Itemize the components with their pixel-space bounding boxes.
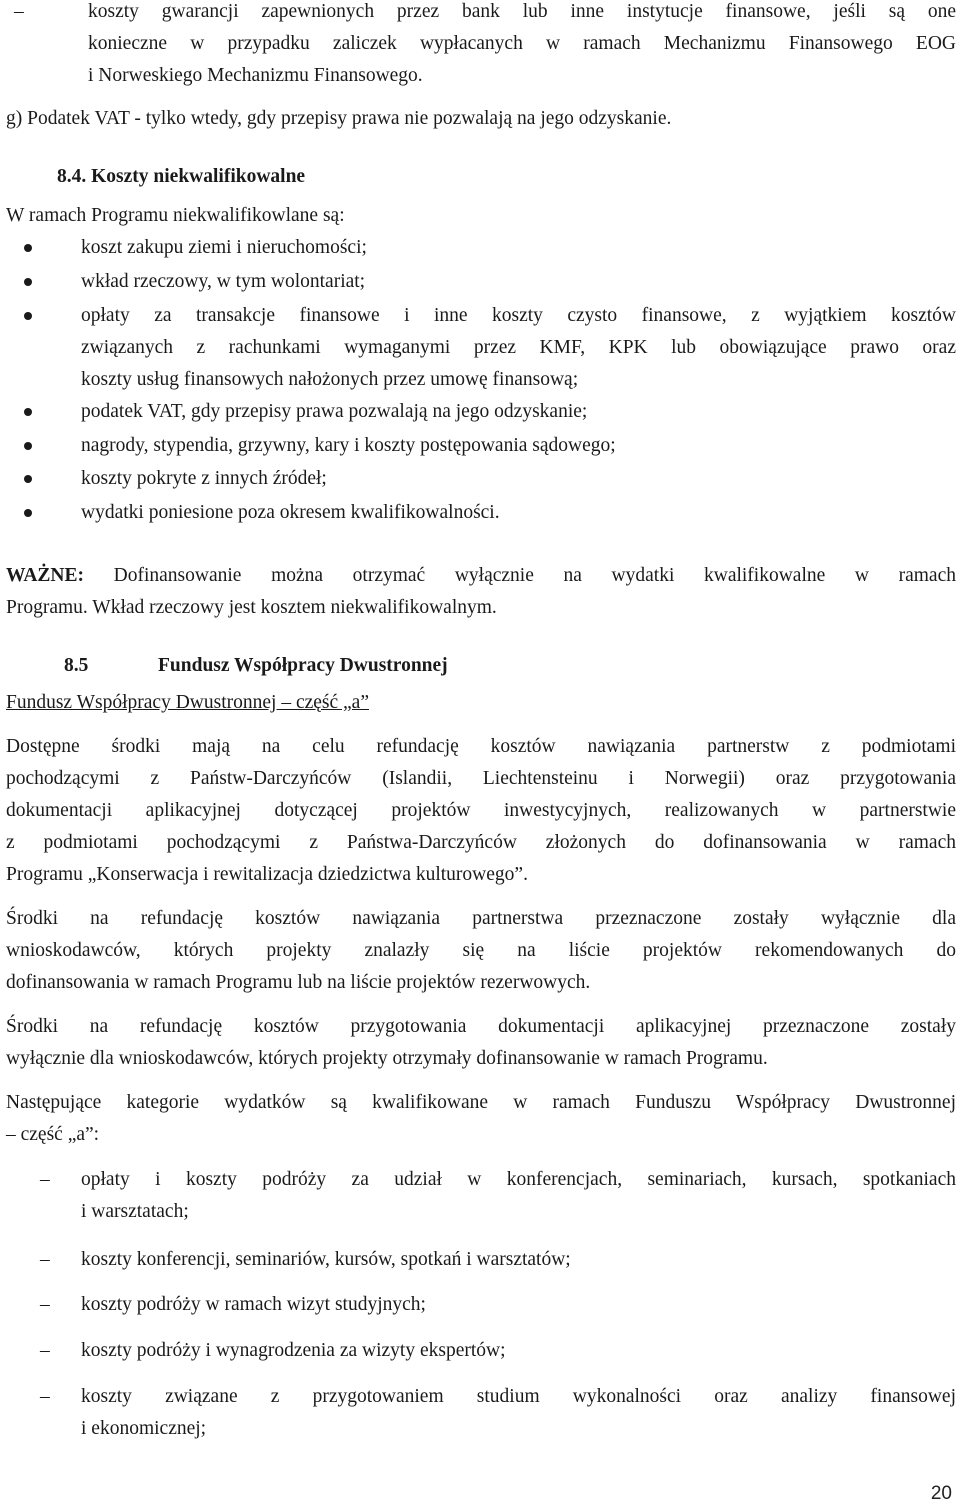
text-line: Programu „Konserwacja i rewitalizacja dziedzictwa kulturowego”. bbox=[6, 864, 528, 885]
paragraph bbox=[6, 731, 956, 891]
section-title: Fundusz Współpracy Dwustronnej bbox=[158, 655, 448, 676]
list-item-text: podatek VAT, gdy przepisy prawa pozwalają na jego odzyskanie; bbox=[81, 401, 588, 422]
text-line: z podmiotami pochodzącymi z Państwa-Darczyńców złożonych do dofinansowania w ramach bbox=[6, 832, 956, 853]
list-item-text: koszty podróży w ramach wizyt studyjnych; bbox=[81, 1294, 426, 1315]
text-line: wnioskodawców, których projekty znalazły się na liście projektów rekomendowanych do bbox=[6, 940, 956, 961]
text-line: koszty gwarancji zapewnionych przez bank lub inne instytucje finansowe, jeśli są one bbox=[88, 1, 956, 22]
bullet-icon bbox=[24, 475, 32, 483]
text-line: pochodzącymi z Państw-Darczyńców (Islandii, Liechtensteinu i Norwegii) oraz przygotowania bbox=[6, 768, 956, 789]
note-text: Programu. Wkład rzeczowy jest kosztem niekwalifikowalnym. bbox=[6, 597, 497, 618]
list-item-text: wkład rzeczowy, w tym wolontariat; bbox=[81, 271, 366, 292]
dash-marker: – bbox=[14, 1, 24, 22]
section-intro: W ramach Programu niekwalifikowlane są: bbox=[6, 205, 345, 226]
important-note bbox=[6, 560, 956, 624]
list-item-text: koszt zakupu ziemi i nieruchomości; bbox=[81, 237, 367, 258]
text-line: i warsztatach; bbox=[81, 1201, 189, 1222]
bullet-icon bbox=[24, 408, 32, 416]
dash-marker: – bbox=[40, 1294, 50, 1315]
bullet-icon bbox=[24, 442, 32, 450]
dash-marker: – bbox=[40, 1340, 50, 1361]
paragraph-point-g: g) Podatek VAT - tylko wtedy, gdy przepisy prawa nie pozwalają na jego odzyskanie. bbox=[6, 108, 672, 129]
dash-marker: – bbox=[40, 1249, 50, 1270]
list-item-text: koszty pokryte z innych źródeł; bbox=[81, 468, 327, 489]
subsection-title: Fundusz Współpracy Dwustronnej – część „a” bbox=[6, 692, 369, 713]
list-item-text: koszty konferencji, seminariów, kursów, spotkań i warsztatów; bbox=[81, 1249, 571, 1270]
text-line: – część „a”: bbox=[6, 1124, 100, 1145]
text-line: Następujące kategorie wydatków są kwalifikowane w ramach Funduszu Współpracy Dwustronnej bbox=[6, 1092, 956, 1113]
list-item-text: wydatki poniesione poza okresem kwalifikowalności. bbox=[81, 502, 500, 523]
note-text: Dofinansowanie można otrzymać wyłącznie na wydatki kwalifikowalne w ramach bbox=[84, 565, 956, 586]
section-number: 8.5 bbox=[64, 655, 89, 676]
note-label: WAŻNE: bbox=[6, 565, 85, 586]
bullet-icon bbox=[24, 312, 32, 320]
text-line: konieczne w przypadku zaliczek wypłacanych w ramach Mechanizmu Finansowego EOG bbox=[88, 33, 956, 54]
page-number: 20 bbox=[930, 1483, 952, 1504]
text-line: związanych z rachunkami wymaganymi przez KMF, KPK lub obowiązujące prawo oraz bbox=[81, 337, 956, 358]
text-line: koszty usług finansowych nałożonych przez umowę finansową; bbox=[81, 369, 579, 390]
text-line: Środki na refundację kosztów przygotowania dokumentacji aplikacyjnej przeznaczone zostały bbox=[6, 1016, 956, 1037]
text-line: dofinansowania w ramach Programu lub na liście projektów rezerwowych. bbox=[6, 972, 591, 993]
section-heading bbox=[64, 650, 448, 682]
dash-marker: – bbox=[40, 1169, 50, 1190]
text-line: wyłącznie dla wnioskodawców, których projekty otrzymały dofinansowanie w ramach Programu. bbox=[6, 1048, 768, 1069]
text-line: opłaty i koszty podróży za udział w konferencjach, seminariach, kursach, spotkaniach bbox=[81, 1169, 956, 1190]
text-line: dokumentacji aplikacyjnej dotyczącej projektów inwestycyjnych, realizowanych w partnerstwie bbox=[6, 800, 956, 821]
paragraph bbox=[6, 903, 956, 999]
list-item-text: nagrody, stypendia, grzywny, kary i koszty postępowania sądowego; bbox=[81, 435, 616, 456]
bullet-icon bbox=[24, 278, 32, 286]
section-heading: 8.4. Koszty niekwalifikowalne bbox=[57, 166, 306, 187]
paragraph bbox=[6, 1011, 956, 1075]
dash-marker: – bbox=[40, 1386, 50, 1407]
text-line: i ekonomicznej; bbox=[81, 1418, 207, 1439]
text-line: Środki na refundację kosztów nawiązania partnerstwa przeznaczone zostały wyłącznie dla bbox=[6, 908, 956, 929]
bullet-icon bbox=[24, 509, 32, 517]
text-line: i Norweskiego Mechanizmu Finansowego. bbox=[88, 65, 423, 86]
text-line: Dostępne środki mają na celu refundację kosztów nawiązania partnerstw z podmiotami bbox=[6, 736, 956, 757]
paragraph bbox=[6, 1087, 956, 1151]
text-line: koszty związane z przygotowaniem studium wykonalności oraz analizy finansowej bbox=[81, 1386, 956, 1407]
list-item-text: koszty podróży i wynagrodzenia za wizyty ekspertów; bbox=[81, 1340, 506, 1361]
bullet-icon bbox=[24, 244, 32, 252]
text-line: opłaty za transakcje finansowe i inne koszty czysto finansowe, z wyjątkiem kosztów bbox=[81, 305, 956, 326]
